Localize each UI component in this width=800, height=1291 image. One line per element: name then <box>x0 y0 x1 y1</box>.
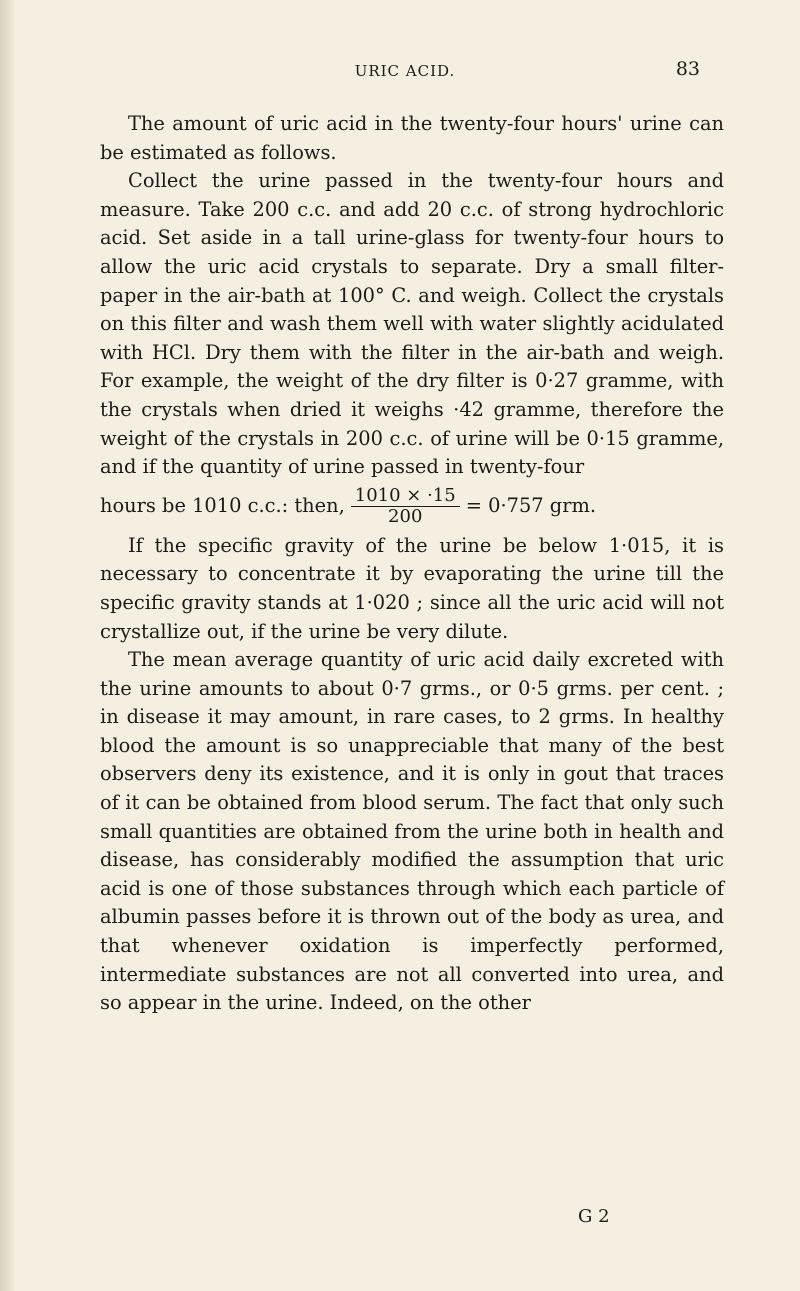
paragraph-estimation-intro: The amount of uric acid in the twenty-four hours' urine can be estimated as follows. <box>100 112 724 164</box>
formula-denominator: 200 <box>388 506 423 528</box>
paragraph-specific-gravity: If the specific gravity of the urine be below 1·015, it is necessary to concentrate it by evaporating the urine till the specific gravity stands at 1·020 ; since all the uric acid will not crystallize out, if the urine be very dilute. <box>100 533 724 643</box>
formula-line <box>100 482 724 532</box>
page-header <box>110 58 700 88</box>
page-edge <box>0 0 14 1291</box>
formula-prefix: hours be 1010 c.c.: then, <box>100 494 345 518</box>
formula-fraction <box>351 486 460 527</box>
signature-mark: G 2 <box>578 1206 610 1227</box>
paragraph-procedure: Collect the urine passed in the twenty-four hours and measure. Take 200 c.c. and add 20 c.c. of strong hydrochloric acid. Set aside in a tall urine-glass for twenty-four hours to allow the uric acid crystals to separate. Dry a small filter-paper in the air-bath at 100° C. and weigh. Collect the crystals on this filter and wash them well with water slightly acidulated with HCl. Dry them with the filter in the air-bath and weigh. For example, the weight of the dry filter is 0·27 gramme, with the crystals when dried it weighs ·42 gramme, therefore the weight of the crystals in 200 c.c. of urine will be 0·15 gramme, and if the quantity of urine passed in twenty-four <box>100 169 724 479</box>
formula-numerator: 1010 × ·15 <box>351 486 460 507</box>
running-head: URIC ACID. <box>354 62 456 80</box>
body-text <box>100 110 724 1018</box>
page-number: 83 <box>675 58 700 80</box>
formula-result: = 0·757 grm. <box>465 494 597 518</box>
paragraph-mean-average: The mean average quantity of uric acid daily excreted with the urine amounts to about 0·7 grms., or 0·5 grms. per cent. ; in disease it may amount, in rare cases, to 2 grms. In healthy blood the amount is so unappreciable that many of the best observers deny its existence, and it is only in gout that traces of it can be obtained from blood serum. The fact that only such small quantities are obtained from the urine both in health and disease, has considerably modified the assumption that uric acid is one of those substances through which each particle of albumin passes before it is thrown out of the body as urea, and that whenever oxidation is imperfectly performed, intermediate substances are not all converted into urea, and so appear in the urine. Indeed, on the other <box>100 648 724 1015</box>
